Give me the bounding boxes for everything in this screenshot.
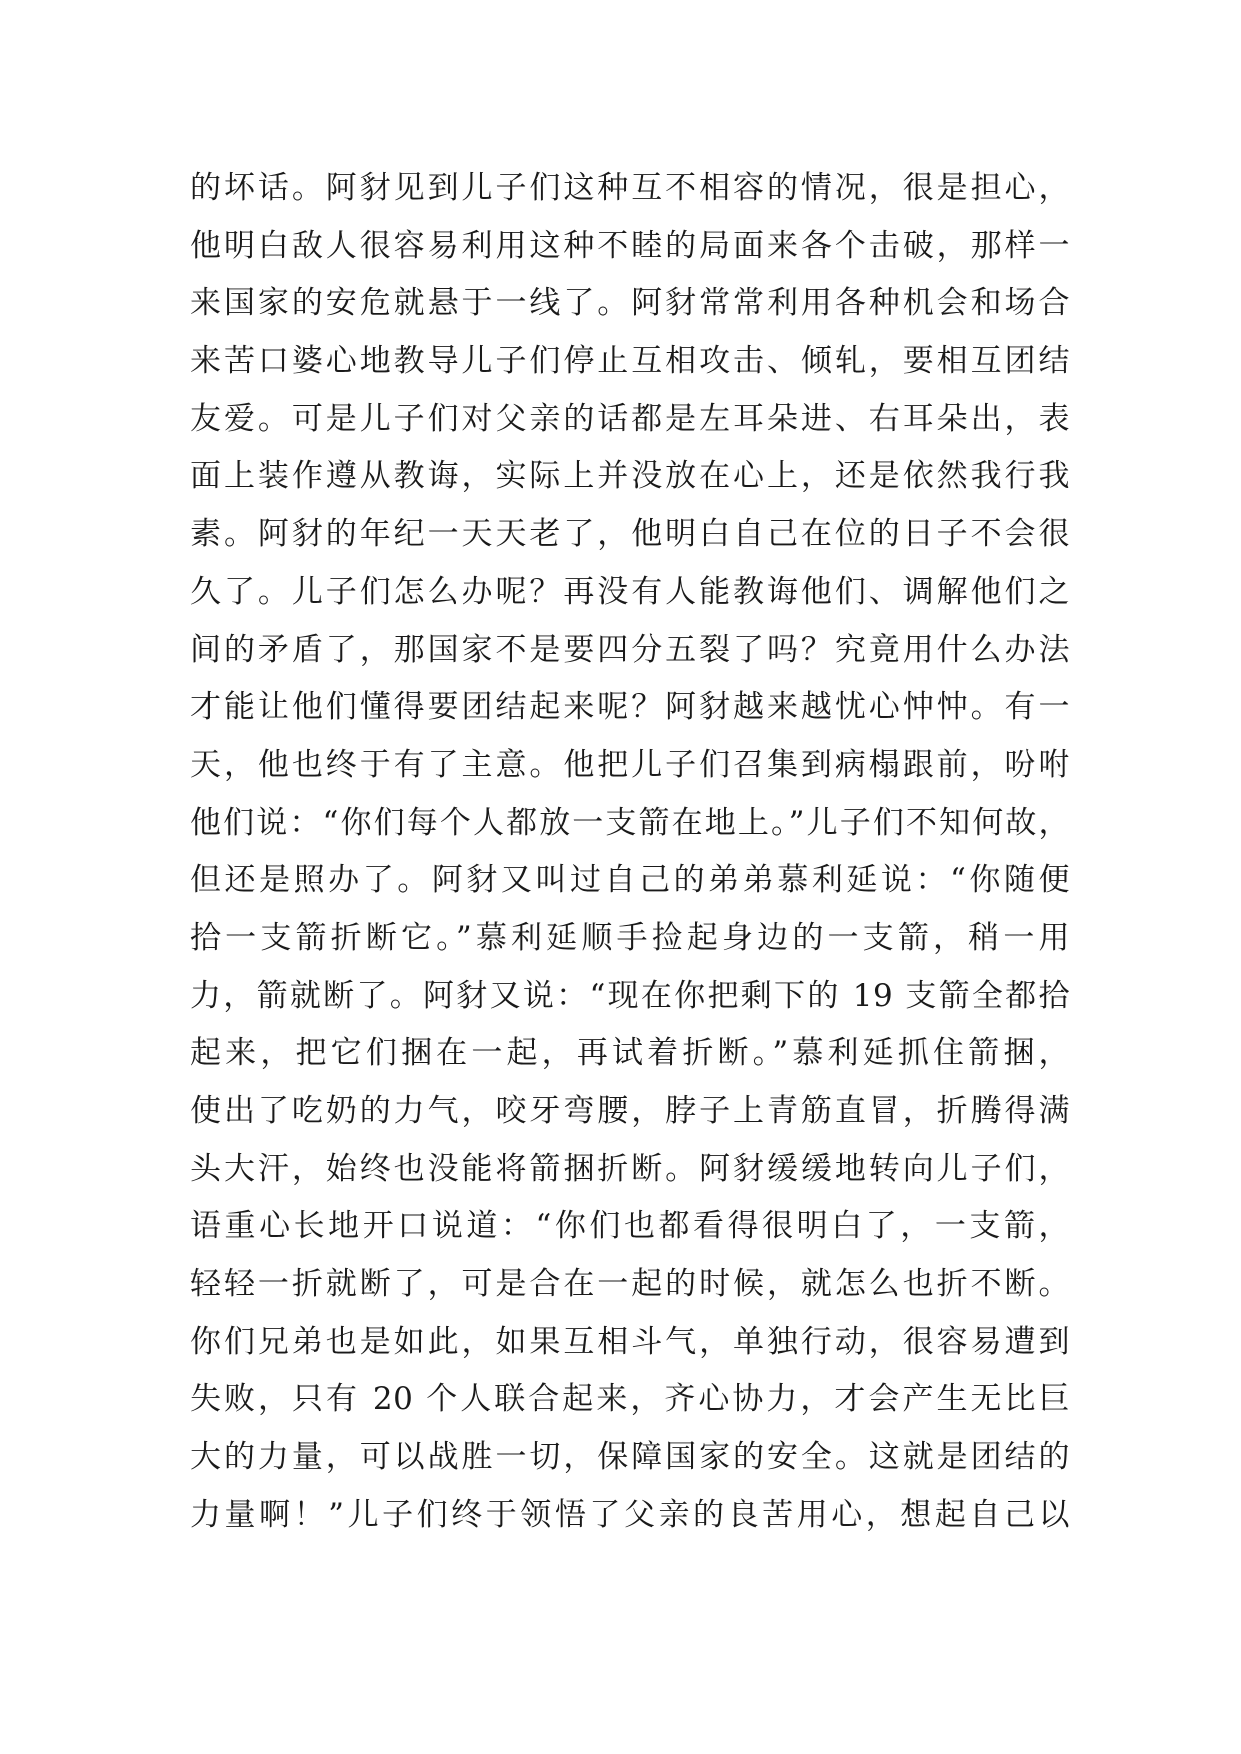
text-line: 来国家的安危就悬于一线了。阿豺常常利用各种机会和场合 xyxy=(190,285,1070,322)
text-line: 他明白敌人很容易利用这种不睦的局面来各个击破，那样一 xyxy=(190,227,1070,264)
text-line: 拾一支箭折断它。”慕利延顺手捡起身边的一支箭，稍一用 xyxy=(190,919,1070,956)
text-line: 才能让他们懂得要团结起来呢？阿豺越来越忧心忡忡。有一 xyxy=(190,689,1070,726)
text-line: 面上装作遵从教诲，实际上并没放在心上，还是依然我行我 xyxy=(190,458,1070,495)
text-line: 久了。儿子们怎么办呢？再没有人能教诲他们、调解他们之 xyxy=(190,573,1070,610)
text-line: 间的矛盾了，那国家不是要四分五裂了吗？究竟用什么办法 xyxy=(190,631,1070,668)
text-line: 头大汗，始终也没能将箭捆折断。阿豺缓缓地转向儿子们， xyxy=(190,1150,1070,1187)
text-line: 但还是照办了。阿豺又叫过自己的弟弟慕利延说：“你随便 xyxy=(190,862,1070,899)
text-line: 素。阿豺的年纪一天天老了，他明白自己在位的日子不会很 xyxy=(190,516,1070,553)
text-line: 你们兄弟也是如此，如果互相斗气，单独行动，很容易遭到 xyxy=(190,1323,1070,1360)
text-line: 轻轻一折就断了，可是合在一起的时候，就怎么也折不断。 xyxy=(190,1266,1070,1303)
body-text xyxy=(190,160,1070,1545)
text-line: 天，他也终于有了主意。他把儿子们召集到病榻跟前，吩咐 xyxy=(190,746,1070,783)
text-line: 语重心长地开口说道：“你们也都看得很明白了，一支箭， xyxy=(190,1208,1070,1245)
text-line: 来苦口婆心地教导儿子们停止互相攻击、倾轧，要相互团结 xyxy=(190,343,1070,380)
text-line: 的坏话。阿豺见到儿子们这种互不相容的情况，很是担心， xyxy=(190,170,1070,206)
text-line: 使出了吃奶的力气，咬牙弯腰，脖子上青筋直冒，折腾得满 xyxy=(190,1093,1070,1129)
text-line: 友爱。可是儿子们对父亲的话都是左耳朵进、右耳朵出，表 xyxy=(190,400,1070,437)
text-line: 力，箭就断了。阿豺又说：“现在你把剩下的 19 支箭全都拾 xyxy=(190,977,1070,1014)
text-line: 力量啊！”儿子们终于领悟了父亲的良苦用心，想起自己以 xyxy=(190,1496,1070,1533)
text-line: 他们说：“你们每个人都放一支箭在地上。”儿子们不知何故， xyxy=(190,804,1070,841)
text-line: 大的力量，可以战胜一切，保障国家的安全。这就是团结的 xyxy=(190,1439,1070,1476)
text-line: 失败，只有 20 个人联合起来，齐心协力，才会产生无比巨 xyxy=(190,1381,1070,1418)
text-line: 起来，把它们捆在一起，再试着折断。”慕利延抓住箭捆， xyxy=(190,1035,1070,1072)
